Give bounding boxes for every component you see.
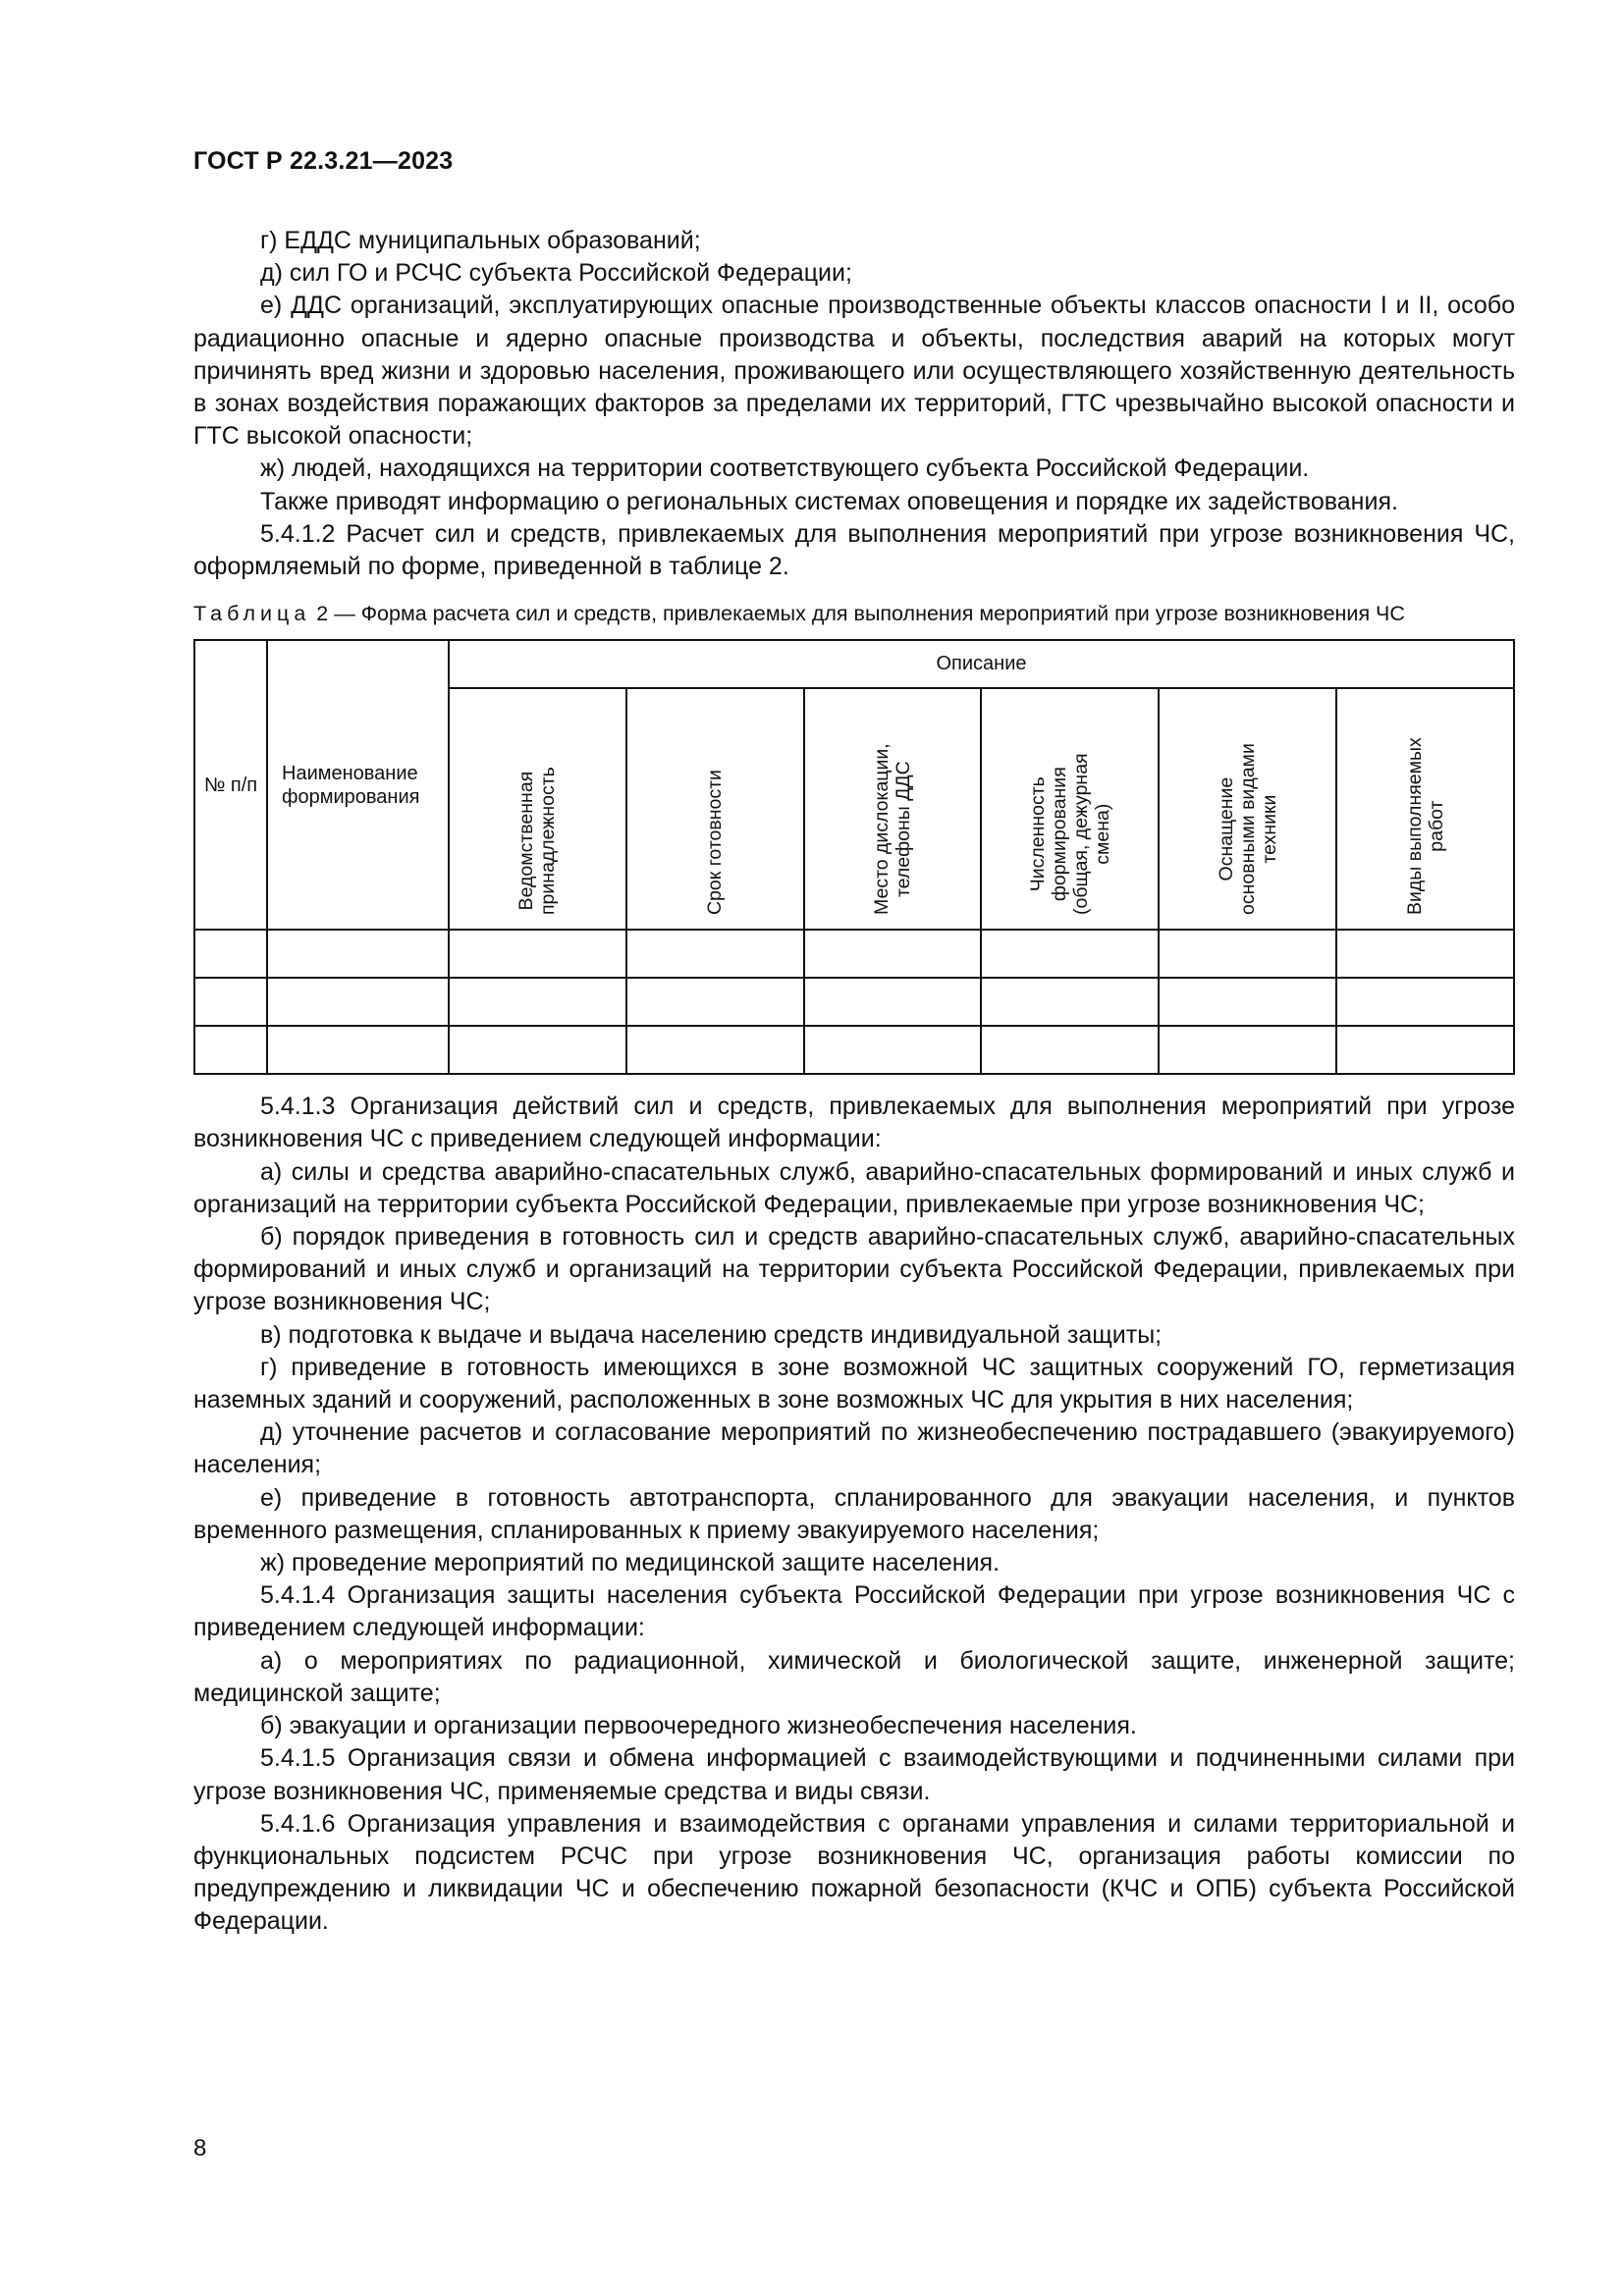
paragraph: 5.4.1.4 Организация защиты населения субъекта Российской Федерации при угрозе возникновения ЧС с приведением следующей информации: [193,1581,1515,1642]
table-row [194,978,1514,1026]
table-cell [804,1026,982,1074]
document-code-header: ГОСТ Р 22.3.21—2023 [193,147,454,175]
table-cell [1159,930,1336,978]
column-header-rotated [1159,688,1336,930]
rotated-header-text [1027,754,1113,916]
rotated-header-line: Срок готовности [704,770,727,916]
table-cell [981,930,1159,978]
table-cell [267,978,449,1026]
table-cell [626,930,804,978]
rotated-header-line: Оснащение [1215,776,1237,881]
table-cell [626,1026,804,1074]
table-cell [449,978,626,1026]
column-header-rotated [804,688,982,930]
table-cell [449,930,626,978]
rotated-header-line: работ [1425,800,1447,852]
paragraph: 5.4.1.5 Организация связи и обмена информацией с взаимодействующими и подчиненными силами при угрозе возникновения ЧС, применяемые средства и виды связи. [193,1744,1515,1805]
table-cell [981,978,1159,1026]
top-paragraphs [193,225,1515,583]
table-cell [1336,930,1514,978]
rotated-header-line: (общая, дежурная [1069,753,1092,916]
table-cell [267,930,449,978]
table-cell [194,978,267,1026]
paragraph: б) порядок приведения в готовность сил и средств аварийно-спасательных служб, аварийно-спасательных формирований и иных служб и организаций на территории субъекта Российской Федерации, привлекаемых при угрозе возникновения ЧС; [193,1223,1515,1316]
paragraph: а) о мероприятиях по радиационной, химической и биологической защите, инженерной защите; медицинской защите; [193,1646,1515,1707]
table-cell [804,978,982,1026]
column-group-header-description: Описание [449,640,1514,688]
table-row [194,1026,1514,1074]
rotated-header-line: смена) [1091,803,1113,865]
paragraph: д) сил ГО и РСЧС субъекта Российской Федерации; [260,259,852,288]
rotated-header-line: принадлежность [537,767,560,916]
paragraph: в) подготовка к выдаче и выдача населению средств индивидуальной защиты; [260,1320,1163,1349]
paragraph: г) приведение в готовность имеющихся в зоне возможной ЧС защитных сооружений ГО, герметизация наземных зданий и сооружений, расположенных в зоне возможных ЧС для укрытия в них населения; [193,1353,1515,1415]
column-header-name: Наименование формирования [267,640,449,930]
paragraph: 5.4.1.6 Организация управления и взаимодействия с органами управления и силами территориальной и функциональных подсистем РСЧС при угрозе возникновения ЧС, организация работы комиссии по предупреждению и ликвидации ЧС и обеспечению пожарной безопасности (КЧС и ОПБ) субъекта Российской Федерации. [193,1809,1515,1936]
paragraph: д) уточнение расчетов и согласование мероприятий по жизнеобеспечению пострадавшего (эвакуируемого) населения; [193,1418,1515,1479]
table-cell [1159,1026,1336,1074]
column-header-number: № п/п [194,640,267,930]
table-cell [1336,1026,1514,1074]
document-page [193,147,1515,1939]
table-cell [981,1026,1159,1074]
table-cell [1159,978,1336,1026]
table-caption-text: 2 — Форма расчета сил и средств, привлекаемых для выполнения мероприятий при угрозе возникновения ЧС [310,602,1405,626]
rotated-header-text [1216,743,1280,915]
paragraph: а) силы и средства аварийно-спасательных служб, аварийно-спасательных формирований и иных служб и организаций на территории субъекта Российской Федерации, привлекаемые при угрозе возникновения ЧС; [193,1157,1515,1218]
rotated-header-line: Место дислокации, [871,743,893,916]
table-cell [804,930,982,978]
paragraph: ж) проведение мероприятий по медицинской защите населения. [260,1549,1001,1577]
table-cell [194,930,267,978]
column-header-rotated [1336,688,1514,930]
bottom-paragraphs [193,1091,1515,1938]
rotated-header-line: формирования [1048,767,1070,902]
table-row [194,930,1514,978]
table-caption-label: Таблица [193,602,311,626]
rotated-header-line: телефоны ДДС [893,761,915,898]
table-cell [1336,978,1514,1026]
page-number: 8 [193,2135,207,2162]
paragraph: г) ЕДДС муниципальных образований; [260,227,701,254]
table-cell [626,978,804,1026]
column-header-rotated [626,688,804,930]
paragraph: б) эвакуации и организации первоочередного жизнеобеспечения населения. [260,1712,1137,1740]
paragraph: Также приводят информацию о региональных системах оповещения и порядке их задействования. [260,487,1398,515]
rotated-header-line: Виды выполняемых [1403,737,1426,916]
forces-calculation-table [193,639,1515,1075]
paragraph: е) приведение в готовность автотранспорта, спланированного для эвакуации населения, и пунктов временного размещения, спланированных к приему эвакуируемого населения; [193,1483,1515,1544]
rotated-header-text [1404,737,1447,915]
paragraph: ж) людей, находящихся на территории соответствующего субъекта Российской Федерации. [260,454,1310,483]
paragraph: 5.4.1.2 Расчет сил и средств, привлекаемых для выполнения мероприятий при угрозе возникновения ЧС, оформляемый по форме, приведенной в таблице 2. [193,519,1515,581]
table-cell [194,1026,267,1074]
rotated-header-text [871,744,914,916]
table-cell [449,1026,626,1074]
rotated-header-line: основными видами [1236,743,1259,916]
table-caption [193,601,1515,627]
rotated-header-line: техники [1258,794,1280,864]
rotated-header-line: Численность [1026,776,1049,892]
rotated-header-text [704,770,726,915]
column-header-rotated [981,688,1159,930]
paragraph: е) ДДС организаций, эксплуатирующих опасные производственные объекты классов опасности I и II, особо радиационно опасные и ядерно опасные производства и объекты, последствия аварий на которых могут причинять вред жизни и здоровью населения, проживающего или осуществляющего хозяйственную деятельность в зонах воздействия поражающих факторов за пределами их территорий, ГТС чрезвычайно высокой опасности и ГТС высокой опасности; [193,292,1515,451]
rotated-header-line: Ведомственная [515,772,538,911]
table-cell [267,1026,449,1074]
paragraph: 5.4.1.3 Организация действий сил и средств, привлекаемых для выполнения мероприятий при угрозе возникновения ЧС с приведением следующей информации: [193,1093,1515,1153]
column-header-rotated [449,688,626,930]
rotated-header-text [515,767,559,915]
